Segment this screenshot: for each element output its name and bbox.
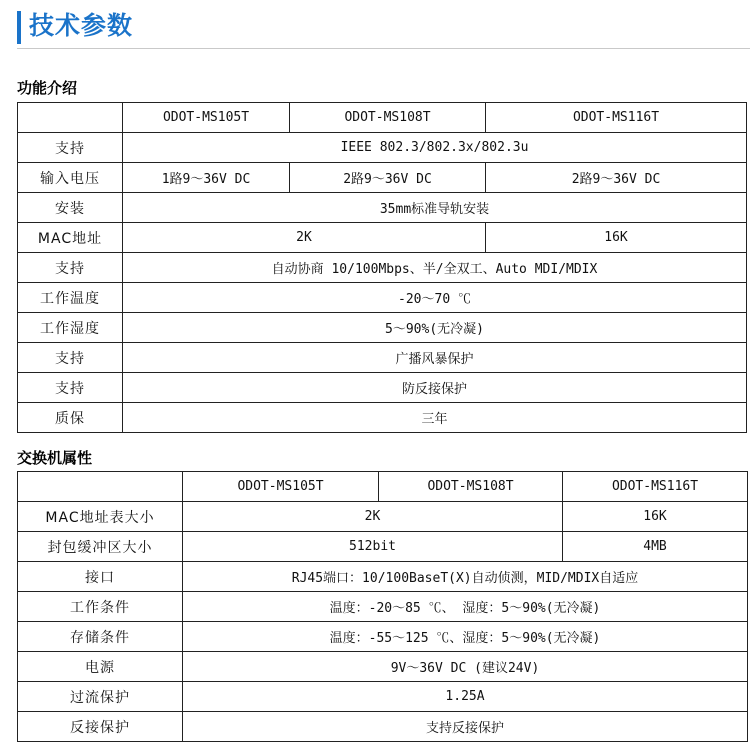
title-accent-bar (17, 11, 21, 44)
section-heading-function: 功能介绍 (17, 79, 78, 97)
title-divider (17, 48, 750, 49)
row-value: 5～90%(无冷凝) (123, 313, 747, 343)
row-label: 电源 (18, 652, 183, 682)
row-label: 工作湿度 (18, 313, 123, 343)
row-label: 支持 (18, 253, 123, 283)
model-header: ODOT-MS108T (290, 103, 486, 133)
table-row (18, 163, 747, 193)
row-label: 存储条件 (18, 622, 183, 652)
table-row (18, 313, 747, 343)
table-row (18, 562, 748, 592)
row-value: 三年 (123, 403, 747, 433)
table-row (18, 403, 747, 433)
row-label: 接口 (18, 562, 183, 592)
table-row (18, 283, 747, 313)
row-label: 过流保护 (18, 682, 183, 712)
model-header: ODOT-MS116T (563, 472, 748, 502)
row-value: 35mm标准导轨安装 (123, 193, 747, 223)
page-title: 技术参数 (29, 11, 134, 40)
row-label: 支持 (18, 133, 123, 163)
row-value: 温度：-55～125 ℃、湿度：5～90%(无冷凝) (183, 622, 748, 652)
row-value: 2K (183, 502, 563, 532)
table-row (18, 223, 747, 253)
row-value: 512bit (183, 532, 563, 562)
table-row (18, 622, 748, 652)
row-label: 安装 (18, 193, 123, 223)
row-label: MAC地址 (18, 223, 123, 253)
row-value: 1.25A (183, 682, 748, 712)
table-row (18, 592, 748, 622)
header-blank-cell (18, 472, 183, 502)
row-label: MAC地址表大小 (18, 502, 183, 532)
row-label: 工作温度 (18, 283, 123, 313)
table-row (18, 532, 748, 562)
row-label: 输入电压 (18, 163, 123, 193)
table-row (18, 193, 747, 223)
table-row (18, 253, 747, 283)
row-value: -20～70 ℃ (123, 283, 747, 313)
table-row (18, 652, 748, 682)
table-header-row (18, 472, 748, 502)
row-label: 支持 (18, 373, 123, 403)
table-row (18, 133, 747, 163)
row-label: 工作条件 (18, 592, 183, 622)
row-value: 防反接保护 (123, 373, 747, 403)
row-value: 9V～36V DC (建议24V) (183, 652, 748, 682)
switch-spec-table (17, 471, 748, 742)
table-row (18, 712, 748, 742)
row-label: 支持 (18, 343, 123, 373)
table-row (18, 502, 748, 532)
section-heading-switch: 交换机属性 (17, 449, 93, 467)
row-label: 反接保护 (18, 712, 183, 742)
model-header: ODOT-MS116T (486, 103, 747, 133)
row-value: 16K (563, 502, 748, 532)
table-row (18, 682, 748, 712)
row-value: 2K (123, 223, 486, 253)
row-value: 2路9～36V DC (486, 163, 747, 193)
table-header-row (18, 103, 747, 133)
model-header: ODOT-MS105T (183, 472, 379, 502)
row-value: 自动协商 10/100Mbps、半/全双工、Auto MDI/MDIX (123, 253, 747, 283)
model-header: ODOT-MS105T (123, 103, 290, 133)
row-value: 1路9～36V DC (123, 163, 290, 193)
row-label: 封包缓冲区大小 (18, 532, 183, 562)
header-blank-cell (18, 103, 123, 133)
row-value: 支持反接保护 (183, 712, 748, 742)
row-value: 4MB (563, 532, 748, 562)
row-value: 广播风暴保护 (123, 343, 747, 373)
row-value: IEEE 802.3/802.3x/802.3u (123, 133, 747, 163)
table-row (18, 373, 747, 403)
row-value: 16K (486, 223, 747, 253)
row-value: 温度：-20～85 ℃、 湿度：5～90%(无冷凝) (183, 592, 748, 622)
row-value: RJ45端口：10/100BaseT(X)自动侦测，MID/MDIX自适应 (183, 562, 748, 592)
table-row (18, 343, 747, 373)
function-spec-table (17, 102, 747, 433)
model-header: ODOT-MS108T (379, 472, 563, 502)
row-value: 2路9～36V DC (290, 163, 486, 193)
row-label: 质保 (18, 403, 123, 433)
